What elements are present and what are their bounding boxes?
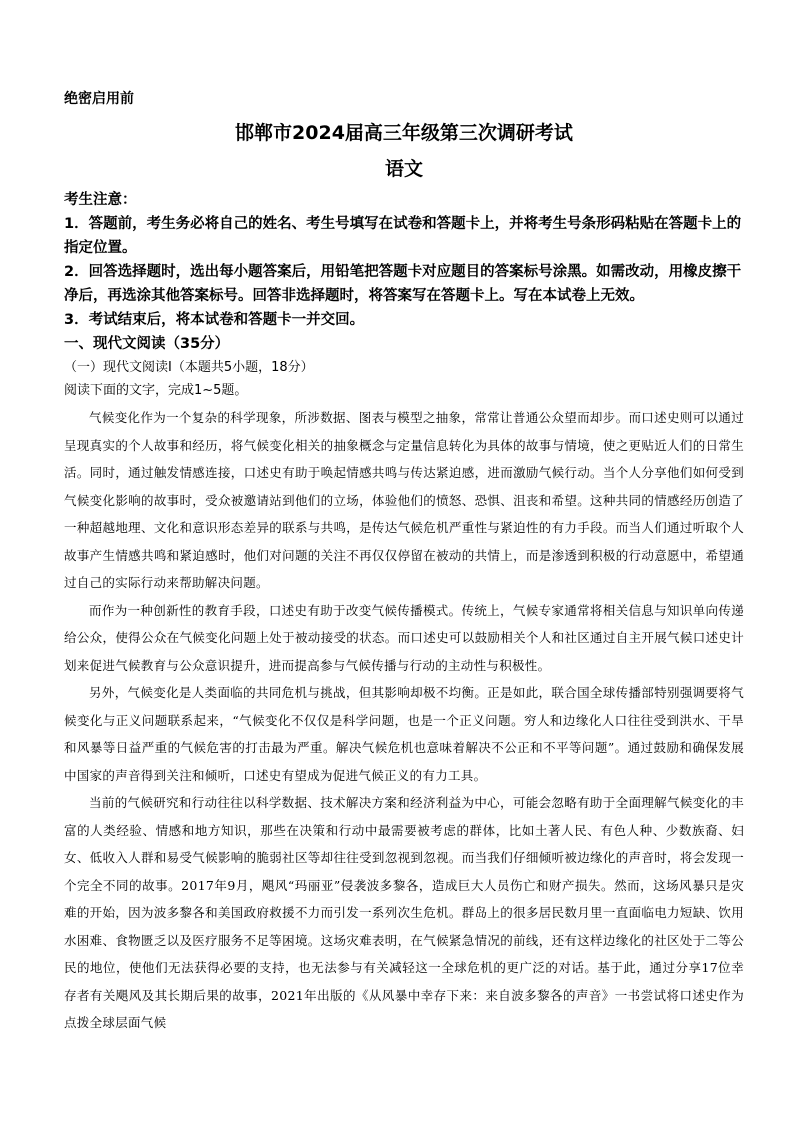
subject-title: 语文: [384, 158, 423, 180]
notice-item-1: 1．答题前，考生务必将自己的姓名、考生号填写在试卷和答题卡上，并将考生号条形码粘贴在答题卡上的指定位置。: [64, 216, 742, 256]
notice-item-2: 2．回答选择题时，选出每小题答案后，用铅笔把答题卡对应题目的答案标号涂黑。如需改动，用橡皮擦干净后，再选涂其他答案标号。回答非选择题时，将答案写在答题卡上。写在本试卷上无效。: [64, 264, 742, 304]
section-heading: 一、现代文阅读（35分）: [64, 336, 230, 352]
exam-title: 邯郸市2024届高三年级第三次调研考试: [235, 122, 573, 144]
passage-paragraph-3: 另外，气候变化是人类面临的共同危机与挑战，但其影响却极不均衡。正是如此，联合国全球传播部特别强调要将气候变化与正义问题联系起来，“气候变化不仅仅是科学问题，也是一个正义问题。穷人和边缘化人口往往受到洪水、干旱和风暴等日益严重的气候危害的打击最为严重。解决气候危机也意味着解决不公正和不平等问题”。通过鼓励和确保发展中国家的声音得到关注和倾听，口述史有望成为促进气候正义的有力工具。: [64, 685, 744, 783]
exam-page: [64, 88, 744, 1037]
passage-paragraph-1: 气候变化作为一个复杂的科学现象，所涉数据、图表与模型之抽象，常常让普通公众望而却步。而口述史则可以通过呈现真实的个人故事和经历，将气候变化相关的抽象概念与定量信息转化为具体的故事与情境，使之更贴近人们的日常生活。同时，通过触发情感连接，口述史有助于唤起情感共鸣与传达紧迫感，进而激励气候行动。当个人分享他们如何受到气候变化影响的故事时，受众被邀请站到他们的立场，体验他们的愤怒、恐惧、沮丧和希望。这种共同的情感经历创造了一种超越地理、文化和意识形态差异的联系与共鸣，是传达气候危机严重性与紧迫性的有力手段。而当人们通过听取个人故事产生情感共鸣和紧迫感时，他们对问题的关注不再仅仅停留在被动的共情上，而是渗透到积极的行动意愿中，希望通过自己的实际行动来帮助解决问题。: [64, 410, 744, 590]
notice-heading: 考生注意：: [64, 192, 137, 208]
passage-paragraph-2: 而作为一种创新性的教育手段，口述史有助于改变气候传播模式。传统上，气候专家通常将相关信息与知识单向传递给公众，使得公众在气候变化问题上处于被动接受的状态。而口述史可以鼓励相关个人和社区通过自主开展气候口述史计划来促进气候教育与公众意识提升，进而提高参与气候传播与行动的主动性与积极性。: [64, 602, 744, 673]
notice-item-3: 3．考试结束后，将本试卷和答题卡一并交回。: [64, 312, 365, 328]
subsection-heading: （一）现代文阅读I（本题共5小题，18分）: [64, 360, 314, 375]
reading-passage: [64, 404, 744, 1037]
passage-paragraph-4: 当前的气候研究和行动往往以科学数据、技术解决方案和经济利益为中心，可能会忽略有助于全面理解气候变化的丰富的人类经验、情感和地方知识，那些在决策和行动中最需要被考虑的群体，比如土著人民、有色人种、少数族裔、妇女、低收入人群和易受气候影响的脆弱社区等却往往受到忽视到忽视。而当我们仔细倾听被边缘化的声音时，将会发现一个完全不同的故事。2017年9月，飓风“玛丽亚”侵袭波多黎各，造成巨大人员伤亡和财产损失。然而，这场风暴只是灾难的开始，因为波多黎各和美国政府救援不力而引发一系列次生危机。群岛上的很多居民数月里一直面临电力短缺、饮用水困难、食物匮乏以及医疗服务不足等困境。这场灾难表明，在气候紧急情况的前线，还有这样边缘化的社区处于二等公民的地位，使他们无法获得必要的支持，也无法参与有关减轻这一全球危机的更广泛的对话。基于此，通过分享17位幸存者有关飓风及其长期后果的故事，2021年出版的《从风暴中幸存下来：来自波多黎各的声音》一书尝试将口述史作为点拨全球层面气候: [64, 795, 744, 1030]
reading-instruction: 阅读下面的文字，完成1~5题。: [64, 383, 248, 398]
confidential-label: 绝密启用前: [64, 91, 134, 107]
candidate-notice: [64, 188, 744, 332]
